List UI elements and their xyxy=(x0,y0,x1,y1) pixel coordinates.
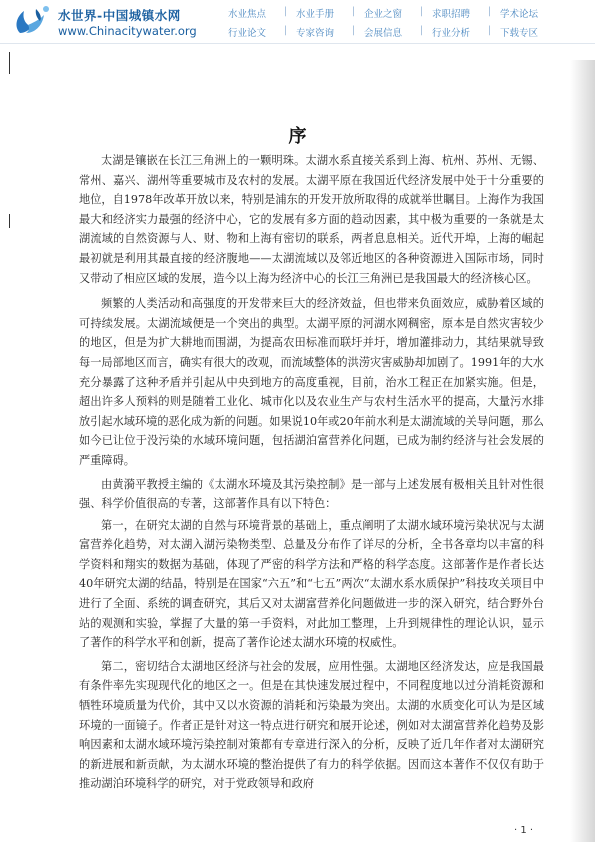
paragraph: 太湖是镶嵌在长江三角洲上的一颗明珠。太湖水系直接关系到上海、杭州、苏州、无锡、常州、嘉兴、湖州等重要城市及农村的发展。太湖平原在我国近代经济发展中处于十分重要的地位，自1978年改革开放以来，特别是浦东的开发开放所取得的成就举世瞩目。上海作为我国最大和经济实力最强的经济中心，它的发展有多方面的趋动因素，其中极为重要的一条就是太湖流域的自然资源与人、财、物和上海有密切的联系，两者息息相关。近代开埠，上海的崛起最初就是利用其最直接的经济腹地——太湖流域以及邻近地区的各种资源进入国际市场，同时又带动了相应区域的发展，造今以上海为经济中心的长江三角洲已是我国最大的经济核心区。 xyxy=(79,154,544,285)
nav-separator: | xyxy=(352,25,356,36)
paragraph: 第二，密切结合太湖地区经济与社会的发展，应用性强。太湖地区经济发达，应是我国最有条件率先实现现代化的地区之一。但是在其快速发展过程中，不同程度地以过分消耗资源和牺牲环境质量为代价，其中又以水资源的消耗和污染最为突出。太湖的水质变化可认为是区域环境的一面镜子。作者正是针对这一特点进行研究和展开论述，例如对太湖富营养化趋势及影响因素和太湖水域环境污染控制对策都有专章进行深入的分析，反映了近几年作者对太湖研究的新进展和新贡献，为太湖水环境的整治提供了有力的科学依据。因而这本著作不仅仅有助于推动湖泊环境科学的研究，对于党政领导和政府 xyxy=(79,659,544,791)
paragraph: 由黄漪平教授主编的《太湖水环境及其污染控制》是一部与上述发展有极相关且针对性很强、科学价值很高的专著，这部著作具有以下特色： xyxy=(79,477,544,511)
water-drop-leaf-logo-icon[interactable] xyxy=(10,3,52,39)
nav-link-industry-handbook[interactable]: 水业手册 xyxy=(296,9,335,20)
nav-link-jobs[interactable]: 求职招聘 xyxy=(432,9,471,20)
scan-edge-shadow xyxy=(570,60,595,842)
nav-link-enterprise-window[interactable]: 企业之窗 xyxy=(364,9,403,20)
scan-margin-mark xyxy=(9,214,10,228)
preface-body xyxy=(79,151,544,798)
nav-link-academic-forum[interactable]: 学术论坛 xyxy=(500,9,539,20)
nav-link-exhibition-info[interactable]: 会展信息 xyxy=(364,28,403,39)
paragraph: 第一，在研究太湖的自然与环境背景的基础上，重点阐明了太湖水域环境污染状况与太湖富营养化趋势，对太湖入湖污染物类型、总量及分布作了详尽的分析，全书各章均以丰富的科学资料和翔实的数据为基础，体现了严密的科学方法和严格的科学态度。这部著作是作者长达40年研究太湖的结晶，特别是在国家“六五”和“七五”两次“太湖水系水质保护”科技攻关项目中进行了全面、系统的调查研究，其后又对太湖富营养化问题做进一步的深入研究，结合野外台站的观测和实验，掌握了大量的第一手资料，对此加工整理，上升到规律性的理论认识，显示了著作的科学水平和创新，提高了著作论述太湖水环境的权威性。 xyxy=(79,518,544,650)
nav-separator: | xyxy=(352,6,356,17)
nav-link-industry-papers[interactable]: 行业论文 xyxy=(228,28,267,39)
nav-link-downloads[interactable]: 下载专区 xyxy=(500,28,539,39)
preface-title: 序 xyxy=(288,126,307,147)
nav-separator: | xyxy=(420,25,424,36)
site-title[interactable]: 水世界-中国城镇水网 xyxy=(58,8,181,23)
nav-separator: | xyxy=(488,25,492,36)
nav-row-top xyxy=(222,6,592,22)
site-url[interactable]: www.Chinacitywater.org xyxy=(58,24,197,38)
nav-separator: | xyxy=(284,6,288,17)
page-number: · 1 · xyxy=(514,825,534,836)
nav-link-industry-analysis[interactable]: 行业分析 xyxy=(432,28,471,39)
nav-separator: | xyxy=(420,6,424,17)
nav-link-expert-consulting[interactable]: 专家咨询 xyxy=(296,28,335,39)
site-header xyxy=(0,0,595,44)
nav-link-industry-focus[interactable]: 水业焦点 xyxy=(228,9,267,20)
nav-row-bottom xyxy=(222,25,592,41)
nav-separator: | xyxy=(284,25,288,36)
scan-margin-line xyxy=(9,52,10,74)
paragraph: 频繁的人类活动和高强度的开发带来巨大的经济效益，但也带来负面效应，威胁着区域的可持续发展。太湖流域便是一个突出的典型。太湖平原的河湖水网稠密，原本是自然灾害较少的地区，但是为扩大耕地而围湖，为提高农田标准而联圩并圩，增加灌排动力，其结果就导致每一局部地区而言，确实有很大的改观，而流域整体的洪涝灾害威胁却加剧了。1991年的大水充分暴露了这种矛盾并引起从中央到地方的高度重视，目前，治水工程正在加紧实施。但是，超出许多人预料的则是随着工业化、城市化以及农业生产与农村生活水平的提高，大量污水排放引起水域环境的恶化成为新的问题。如果说10年或20年前水利是太湖流域的关导问题，那么如今已让位于没污染的水域环境问题，包括湖泊富营养化问题，已成为制约经济与社会发展的严重障碍。 xyxy=(79,297,544,467)
nav-separator: | xyxy=(488,6,492,17)
